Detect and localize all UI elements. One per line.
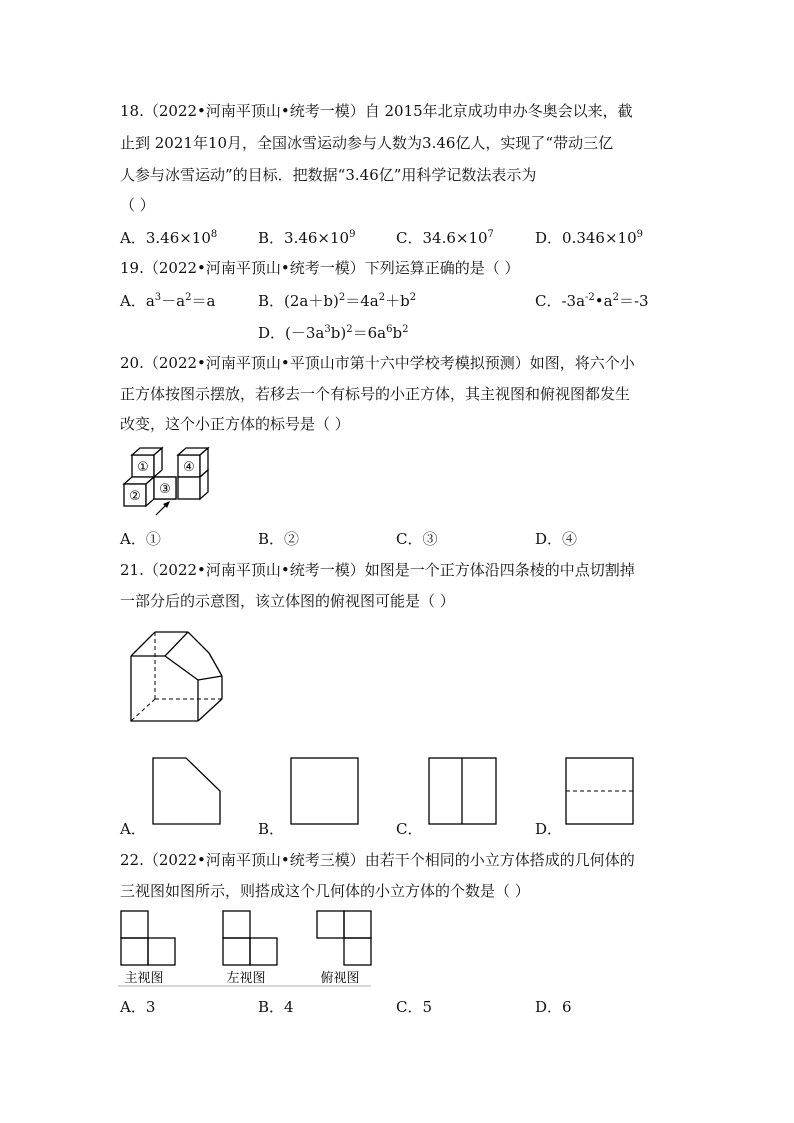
q22-option-a[interactable]: A．3	[120, 998, 156, 1016]
q21-line-1: 21.（2022•河南平顶山•统考一模）如图是一个正方体沿四条棱的中点切割掉	[120, 561, 635, 579]
q20-cube-label-3: ③	[159, 482, 171, 497]
q20-cube-label-2: ②	[129, 489, 141, 504]
q22-option-b[interactable]: B．4	[258, 998, 294, 1016]
q22-left-view-label: 左视图	[226, 971, 266, 986]
q22-three-views-figure	[118, 908, 374, 990]
q19-option-b[interactable]: B．$(2a+b)^2=4a^2+b^2$	[258, 292, 417, 310]
q18-option-b[interactable]: B．$3.46\times 10^9$	[258, 229, 356, 247]
q20-option-a[interactable]: A．①	[120, 530, 161, 548]
q20-cube-label-4: ④	[183, 460, 195, 475]
q18-option-d[interactable]: D．$0.346\times 10^9$	[535, 229, 643, 247]
q20-cube-arrangement-figure	[118, 445, 214, 517]
q21-option-a-figure	[150, 755, 224, 827]
q21-option-a[interactable]: A．	[120, 820, 146, 838]
q21-option-c[interactable]: C．	[396, 820, 423, 838]
q21-option-b-figure	[288, 755, 362, 827]
q18-line-3: 人参与冰雪运动”的目标．把数据“3.46亿”用科学记数法表示为	[120, 166, 537, 184]
q19-option-d[interactable]: D．$(-3a^3b)^2=6a^6b^2$	[258, 324, 409, 342]
q22-top-view-label: 俯视图	[320, 971, 360, 986]
q20-option-d[interactable]: D．④	[535, 530, 578, 548]
q20-line-3: 改变，这个小正方体的标号是（ ）	[120, 415, 350, 433]
q18-line-2: 止到 2021年10月，全国冰雪运动参与人数为3.46亿人，实现了“带动三亿	[120, 134, 614, 152]
q22-line-1: 22.（2022•河南平顶山•统考三模）由若干个相同的小立方体搭成的几何体的	[120, 851, 635, 869]
q21-option-d-figure	[563, 755, 637, 827]
q21-option-d[interactable]: D．	[535, 820, 563, 838]
q22-option-d[interactable]: D．6	[535, 998, 572, 1016]
q20-cube-label-1: ①	[137, 460, 149, 475]
q20-line-1: 20.（2022•河南平顶山•平顶山市第十六中学校考模拟预测）如图，将六个小	[120, 354, 635, 372]
q18-option-a[interactable]: A．$3.46\times 10^8$	[120, 229, 218, 247]
q21-option-c-figure	[426, 755, 500, 827]
q19-stem: 19.（2022•河南平顶山•统考一模）下列运算正确的是（ ）	[120, 259, 520, 277]
q22-line-2: 三视图如图所示，则搭成这个几何体的小立方体的个数是（ ）	[120, 882, 530, 900]
q18-option-c[interactable]: C．$34.6\times 10^7$	[396, 229, 494, 247]
q19-option-c[interactable]: C．$-3a^{-2}•a^2=-3$	[535, 292, 649, 310]
q20-option-b[interactable]: B．②	[258, 530, 300, 548]
q22-option-c[interactable]: C．5	[396, 998, 433, 1016]
q18-line-1: 18.（2022•河南平顶山•统考一模）自 2015年北京成功申办冬奥会以来，截	[120, 102, 633, 120]
q21-cut-cube-figure	[128, 628, 228, 724]
q22-front-view-label: 主视图	[124, 971, 164, 986]
q21-option-b[interactable]: B．	[258, 820, 285, 838]
q18-answer-blank: （ ）	[120, 196, 155, 214]
q20-line-2: 正方体按图示摆放，若移去一个有标号的小正方体，其主视图和俯视图都发生	[120, 385, 631, 403]
q21-line-2: 一部分后的示意图，该立体图的俯视图可能是（ ）	[120, 592, 455, 610]
q19-option-a[interactable]: A．$a^3-a^2=a$	[120, 292, 216, 310]
q20-option-c[interactable]: C．③	[396, 530, 438, 548]
